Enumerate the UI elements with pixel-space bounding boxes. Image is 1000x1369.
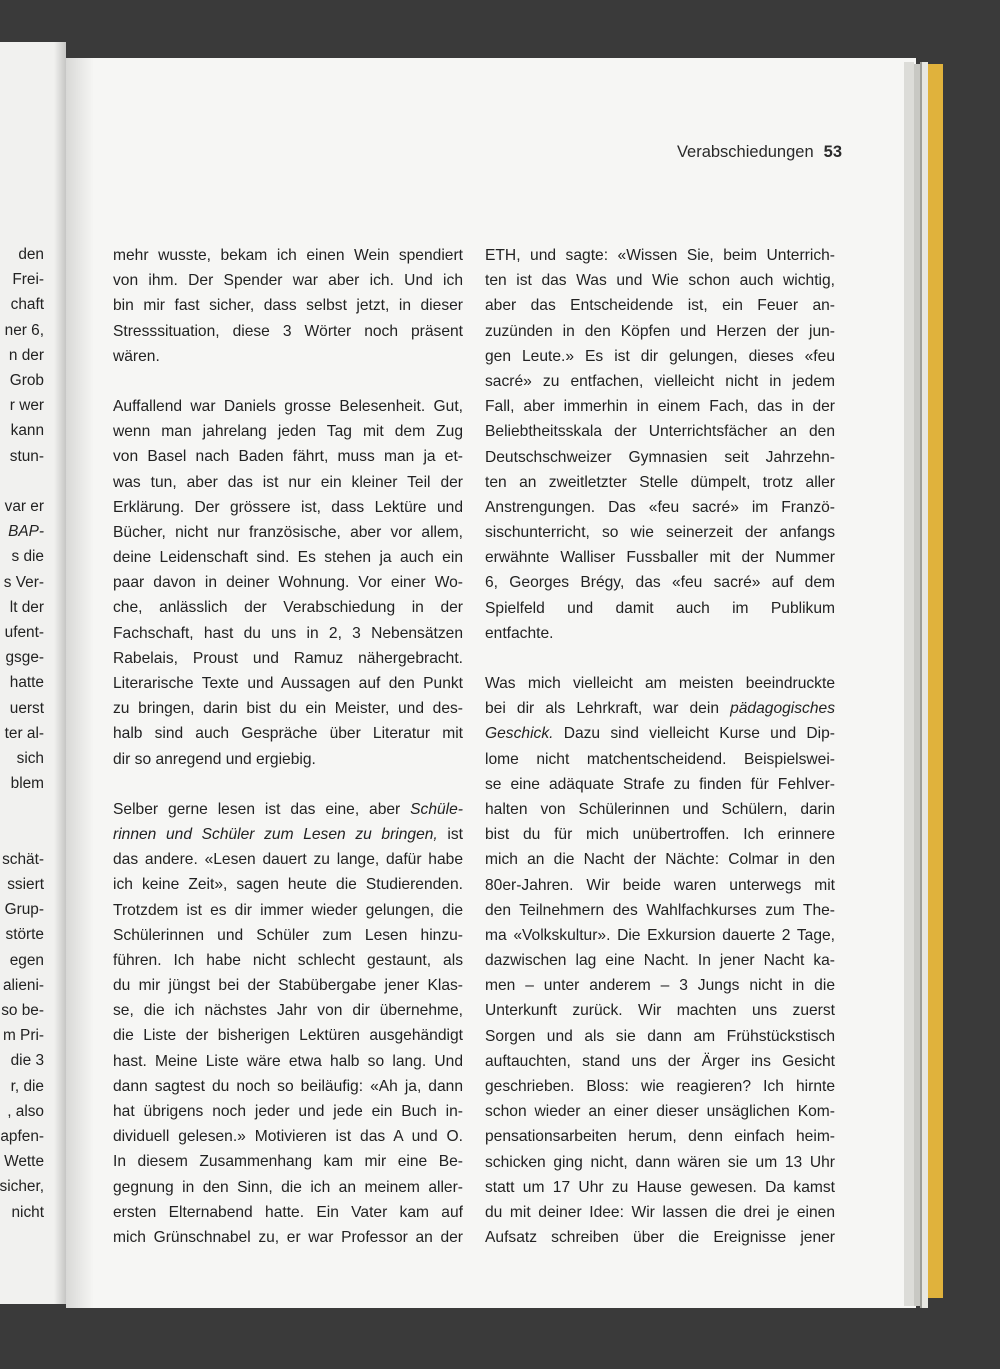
left-page-line: Grup- <box>4 901 44 919</box>
left-page-line: störte <box>5 926 44 944</box>
text-line: dazwischen lag eine Nacht. In jener Nacht ka- <box>485 952 835 970</box>
left-page-line: sich <box>16 750 44 767</box>
text-line: wenn man jahrelang jeden Tag mit dem Zug <box>113 423 463 441</box>
text-line: zu bringen, darin bist du ein Meister, und des- <box>113 700 463 718</box>
text-line <box>113 797 463 822</box>
text-line: hat übrigens noch jeder und jede ein Buch in- <box>113 1103 463 1120</box>
text-line: che, anlässlich der Verabschiedung in der <box>113 599 463 617</box>
text-line <box>485 721 835 746</box>
left-page-line: r, die <box>10 1077 44 1095</box>
left-page-line: uerst <box>9 699 44 717</box>
text-line: geschrieben. Bloss: wie reagieren? Ich hirnte <box>485 1078 835 1095</box>
text-line: dir so anregend und ergiebig. <box>113 750 316 768</box>
left-page-line: gsge- <box>5 649 44 667</box>
text-line: führen. Ich habe nicht schlecht gestaunt, als <box>113 951 463 969</box>
text-line: Was mich vielleicht am meisten beeindruckte <box>485 675 835 692</box>
page-edge-line <box>920 62 922 1308</box>
running-head-title: Verabschiedungen <box>676 143 814 161</box>
left-page-line: Frei- <box>12 271 44 289</box>
left-page-line: BAP- <box>8 523 44 541</box>
left-page-line: ter al- <box>4 724 44 742</box>
left-page-line: lt der <box>9 598 44 616</box>
left-page <box>0 42 66 1304</box>
text-line: hast. Meine Liste wäre etwa halb so lang. Und <box>113 1052 463 1070</box>
left-page-line: ner 6, <box>4 321 44 339</box>
text-line: 80er-Jahren. Wir beide waren unterwegs mit <box>485 876 835 894</box>
left-page-line: s die <box>11 548 44 566</box>
left-page-line: nicht <box>11 1203 44 1221</box>
text-line: du mir jüngst bei der Stabübergabe jener Klas- <box>113 977 463 995</box>
text-line: Beliebtheitsskala der Unterrichtsfächer an den <box>485 423 835 441</box>
left-page-line: ufent- <box>4 624 44 641</box>
page-edge-stack <box>904 62 914 1306</box>
left-page-line: stun- <box>9 447 44 465</box>
text-line: dividuell gelesen.» Motivieren ist das A und O. <box>113 1128 463 1146</box>
text-line: zuzünden in den Köpfen und Herzen der jun- <box>485 322 835 340</box>
text-run: Selber gerne lesen ist das eine, aber <box>113 800 411 818</box>
text-line: von Basel nach Baden fährt, muss man ja et- <box>113 448 463 466</box>
text-line: bist du für mich unübertroffen. Ich erinnere <box>485 826 835 844</box>
text-line <box>113 822 463 847</box>
left-page-line: m Pri- <box>2 1027 44 1045</box>
text-line: das andere. «Lesen dauert zu lange, dafür habe <box>113 851 463 869</box>
text-line: gen Leute.» Es ist dir gelungen, dieses «feu <box>485 347 835 365</box>
paragraph <box>485 243 835 646</box>
text-line: ich keine Zeit», sagen heute die Studierenden. <box>113 876 463 894</box>
left-page-line: die 3 <box>10 1052 44 1070</box>
left-page-line: r wer <box>9 397 44 415</box>
text-line: gegnung in den Sinn, die ich an meinem aller- <box>113 1178 463 1196</box>
paragraph <box>113 797 463 1250</box>
page-number: 53 <box>823 143 842 161</box>
text-line: Literarische Texte und Aussagen auf den Punkt <box>113 675 463 692</box>
text-line: Fall, aber immerhin in einem Fach, das in der <box>485 398 835 416</box>
text-line: schon wieder an einer dieser unsäglichen Kom- <box>485 1103 835 1121</box>
text-line: Auffallend war Daniels grosse Belesenheit. Gut, <box>113 397 463 415</box>
text-line: halten von Schülerinnen und Schülern, darin <box>485 800 835 818</box>
paragraph <box>113 394 463 772</box>
text-line: den Teilnehmern des Wahlfachkurses zum The- <box>485 901 835 919</box>
text-line: In diesem Zusammenhang kam mir eine Be- <box>113 1153 463 1171</box>
text-line: entfachte. <box>485 624 554 642</box>
text-line: erwähnte Walliser Fussballer mit der Nummer <box>485 549 835 567</box>
left-page-line: schät- <box>2 850 44 868</box>
left-page-line: kann <box>10 422 44 440</box>
text-line: pensationsarbeiten herum, denn einfach heim- <box>485 1128 835 1146</box>
text-line: Unterkunft zurück. Wir machten uns zuerst <box>485 1002 835 1020</box>
text-line: Fachschaft, hast du uns in 2, 3 Nebensätzen <box>113 624 463 642</box>
text-run: Dazu sind vielleicht Kurse und Dip- <box>553 725 835 743</box>
text-line: Erklärung. Der grössere ist, dass Lektüre und <box>113 498 463 516</box>
text-line: bin mir fast sicher, dass selbst jetzt, in dieser <box>113 297 463 315</box>
text-line: Stresssituation, diese 3 Wörter noch präsent <box>113 322 463 340</box>
text-line: Anstrengungen. Das «feu sacré» im Franzö- <box>485 498 835 516</box>
left-page-line: Grob <box>9 372 44 389</box>
left-text-column <box>113 243 463 1275</box>
text-line: dann sagtest du noch so beiläufig: «Ah ja, dann <box>113 1077 463 1095</box>
text-line: aber das Entscheidende ist, ein Feuer an- <box>485 297 835 315</box>
text-line: Schülerinnen und Schüler zum Lesen hinzu- <box>113 926 463 944</box>
left-page-line: s Ver- <box>3 573 44 591</box>
left-page-line: , also <box>7 1102 44 1120</box>
left-page-line: chaft <box>10 296 44 314</box>
text-line: ersten Elternabend hatte. Ein Vater kam auf <box>113 1203 463 1221</box>
text-line: halb sind auch Gespräche über Literatur mit <box>113 725 463 743</box>
text-line: Sorgen und als sie dann am Frühstückstisch <box>485 1027 835 1045</box>
right-gutter-shadow <box>66 58 94 1308</box>
text-line: Bücher, nicht nur französische, aber vor allem, <box>113 523 463 541</box>
left-page-line: var er <box>4 498 44 515</box>
text-line: se eine adäquate Strafe zu finden für Fehlver- <box>485 775 835 793</box>
text-run: ist <box>437 825 464 843</box>
text-line: Spielfeld und damit auch im Publikum <box>485 599 835 617</box>
text-line: was tun, aber das ist nur ein kleiner Teil der <box>113 473 463 491</box>
text-line: die Liste der bisherigen Lektüren ausgehändigt <box>113 1027 463 1045</box>
text-line: schicken ging nicht, dann wären sie um 13 Uhr <box>485 1153 835 1171</box>
right-text-column <box>485 243 835 1275</box>
text-line: Deutschschweizer Gymnasien seit Jahrzehn- <box>485 448 835 466</box>
left-page-line: sicher, <box>0 1178 44 1196</box>
text-line: 6, Georges Brégy, das «feu sacré» auf dem <box>485 574 835 592</box>
left-page-line: apfen- <box>0 1128 44 1145</box>
left-page-line: so be- <box>1 1002 44 1019</box>
text-line: sischunterricht, so wie seinerzeit der anfangs <box>485 524 835 542</box>
text-line: wären. <box>113 347 160 365</box>
text-line: auftauchten, stand uns der Ärger ins Gesicht <box>485 1052 835 1070</box>
text-line: mehr wusste, bekam ich einen Wein spendiert <box>113 247 463 264</box>
left-page-line: ssiert <box>7 876 44 893</box>
paragraph <box>113 243 463 369</box>
text-line: sacré» zu entfachen, vielleicht nicht in jedem <box>485 372 835 390</box>
text-line: ETH, und sagte: «Wissen Sie, beim Unterrich- <box>485 247 835 264</box>
emphasis-text: pädagogisches <box>730 700 835 718</box>
text-line: se, die ich nächstes Jahr von dir übernehme, <box>113 1002 463 1020</box>
left-page-line: blem <box>10 775 44 793</box>
cover-edge-yellow <box>928 64 943 1298</box>
left-page-line: den <box>18 246 44 263</box>
text-line: von ihm. Der Spender war aber ich. Und ich <box>113 272 463 290</box>
left-page-line: egen <box>9 951 44 969</box>
left-page-line: n der <box>8 346 44 364</box>
emphasis-text: Geschick. <box>485 725 554 743</box>
text-line: mich Grünschnabel zu, er war Professor an der <box>113 1228 463 1246</box>
left-page-line: hatte <box>9 674 44 692</box>
text-line: ten ist das Was und Wie schon auch wichtig, <box>485 272 835 290</box>
text-line: men – unter anderem – 3 Jungs nicht in die <box>485 977 835 995</box>
text-line: ten an zweitletzter Stelle dümpelt, trotz aller <box>485 473 835 491</box>
text-run: bei dir als Lehrkraft, war dein <box>485 700 731 718</box>
text-line <box>485 696 835 721</box>
text-line: paar davon in deiner Wohnung. Vor einer Wo- <box>113 574 463 592</box>
emphasis-text: Schüle- <box>410 800 463 818</box>
text-line: deine Leidenschaft sind. Es stehen ja auch ein <box>113 549 463 567</box>
left-page-line: Wette <box>4 1153 44 1171</box>
paragraph <box>485 671 835 1250</box>
text-line: du mit deiner Idee: Wir lassen die drei je einen <box>485 1203 835 1221</box>
text-line: ma «Volkskultur». Die Exkursion dauerte 2 Tage, <box>485 926 835 944</box>
emphasis-text: rinnen und Schüler zum Lesen zu bringen, <box>113 825 438 843</box>
text-line: Aufsatz schreiben über die Ereignisse jener <box>485 1229 835 1247</box>
running-head <box>677 143 842 162</box>
text-line: lome nicht matchentscheidend. Beispielswei- <box>485 750 835 768</box>
left-page-line: alieni- <box>2 976 44 994</box>
left-gutter-shadow <box>54 42 66 1304</box>
text-line: mich an die Nacht der Nächte: Colmar in den <box>485 851 835 869</box>
text-line: Trotzdem ist es dir immer wieder gelungen, die <box>113 901 463 919</box>
text-line: statt um 17 Uhr zu Hause gewesen. Da kamst <box>485 1178 835 1196</box>
text-line: Rabelais, Proust und Ramuz nähergebracht. <box>113 649 463 667</box>
